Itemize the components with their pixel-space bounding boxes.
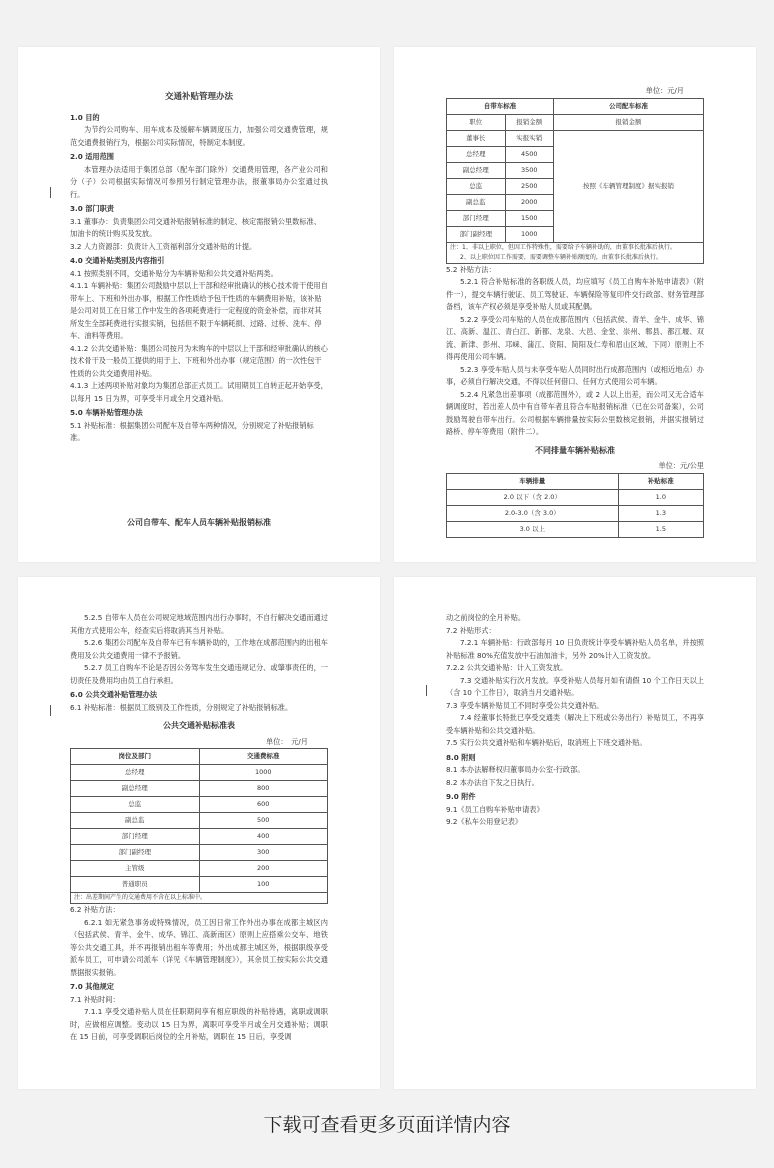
paragraph: 为节约公司购车、用车成本及缓解车辆调度压力，加强公司交通费管理，规范交通费报销行为，根据公司实际情况，特制定本制度。 — [70, 125, 328, 147]
table-cell: 副总经理 — [447, 162, 506, 178]
table-row — [71, 813, 328, 829]
paragraph: 7.1 补贴时间： — [70, 994, 120, 1004]
document-page-1 — [18, 47, 380, 562]
paragraph: 8.1 本办法解释权归董事局办公室-行政部。 — [446, 765, 585, 774]
table-cell: 普通职员 — [71, 877, 200, 893]
table-row — [71, 877, 328, 893]
section-heading: 8.0 附则 — [446, 752, 476, 762]
table-cell: 总经理 — [71, 765, 200, 781]
paragraph: 7.1.1 享受交通补贴人员在任职期间享有相应职级的补贴待遇，离职或调职时，应做相应调整。变动以 15 日为界，离职可享受半月或全月交通补贴；调职在 15 日前，可享受调职后岗位的全月补贴，调职在 15 日后，享受调 — [70, 1007, 328, 1041]
unit-label: 单位：元/月 — [645, 86, 684, 95]
table-row — [71, 861, 328, 877]
table-header: 职位 — [447, 114, 506, 130]
table-cell: 300 — [199, 845, 328, 861]
table-cell: 1000 — [505, 226, 553, 242]
table-cell: 500 — [199, 813, 328, 829]
table-header: 公司配车标准 — [554, 98, 704, 114]
table-row — [447, 505, 704, 521]
table-header: 交通费标准 — [199, 749, 328, 765]
paragraph: 本管理办法适用于集团总部（配车部门除外）交通费用管理，各产业公司和分（子）公司根据实际情况可参照另行制定管理办法，报董事局办公室通过执行。 — [70, 164, 328, 199]
paragraph: 7.3 交通补贴实行次月发放。享受补贴人员每月如有请假 10 个工作日天以上（含 10 个工作日），取消当月交通补贴。 — [446, 675, 704, 697]
paragraph: 7.2 补贴形式： — [446, 625, 496, 635]
table-cell: 部门副经理 — [71, 845, 200, 861]
table-note-line: 2、以上职位因工作需要，需要调整车辆补贴额度的，由董事长批准后执行。 — [460, 253, 662, 261]
table-note: 注：出差期间产生的交通费用不含在以上标准中。 — [70, 893, 328, 904]
table-cell: 总监 — [71, 797, 200, 813]
paragraph: 7.4 经董事长特批已享受交通类（解决上下班或公务出行）补贴员工，不再享受车辆补贴和公共交通补贴。 — [446, 713, 704, 735]
table-cell: 4500 — [505, 146, 553, 162]
document-page-2 — [394, 47, 756, 562]
table-cell: 1500 — [505, 210, 553, 226]
paragraph: 4.1.3 上述两项补贴对象均为集团总部正式员工。试用期员工自转正起开始享受，以每月 15 日为界，可享受半月或全月交通补贴。 — [70, 381, 328, 403]
paragraph: 5.2.4 凡紧急出差事项（成都范围外），或 2 人以上出差，而公司又无合适车辆调度时，若出差人员中有自带车者且符合车贴报销标准（已在公司备案），公司鼓励驾驶自带车出行。公司根据车辆排量按实际公里数核定报销，并据实报销过路桥、停车等费用（附件二）。 — [446, 389, 704, 436]
table-header: 报销金额 — [505, 114, 553, 130]
table-note-line: 注：1、非以上职位，但因工作特殊性，需要给予车辆补助的，由董事长批准后执行。 — [450, 243, 676, 251]
unit-label: 单位： 元/月 — [266, 736, 308, 746]
table-cell: 董事长 — [447, 130, 506, 146]
paragraph: 7.3 享受车辆补贴员工不同时享受公共交通补贴。 — [446, 700, 604, 710]
document-title: 交通补贴管理办法 — [164, 92, 233, 102]
table-title: 不同排量车辆补贴标准 — [535, 445, 615, 455]
paragraph: 6.2 补贴方法： — [70, 905, 120, 914]
table-cell: 部门经理 — [71, 829, 200, 845]
table-header: 报销金额 — [554, 114, 704, 130]
table-cell: 2500 — [505, 178, 553, 194]
table-row — [71, 765, 328, 781]
paragraph: 6.2.1 如无紧急事务或特殊情况，员工因日常工作外出办事在成都主城区内（包括武侯、青羊、金牛、成华、锦江、高新南区）原则上应搭乘公交车、地铁等公共交通工具，并不再报销出租车等费用；外出成都主城区外，根据职级享受派车员工，可申请公司派车（详见《车辆管理制度》），其余员工按实际公共交通票据报实报销。 — [70, 917, 328, 977]
table-header: 自带车标准 — [447, 98, 554, 114]
table-cell: 2.0 以下（含 2.0） — [447, 489, 619, 505]
paragraph: 7.5 实行公共交通补贴和车辆补贴后，取消班上下班交通补贴。 — [446, 738, 647, 747]
section-heading: 7.0 其他规定 — [70, 982, 114, 991]
table-row — [71, 797, 328, 813]
public-transport-table — [70, 748, 328, 893]
table-cell: 1.0 — [618, 489, 703, 505]
table-cell: 2.0-3.0（含 3.0） — [447, 505, 619, 521]
table-header: 补贴标准 — [618, 473, 703, 489]
table-title: 公共交通补贴标准表 — [163, 721, 235, 730]
paragraph: 4.1 按照类别不同，交通补贴分为车辆补贴和公共交通补贴两类。 — [70, 268, 278, 278]
section-heading: 9.0 附件 — [446, 792, 476, 801]
table-row — [71, 845, 328, 861]
table-cell: 400 — [199, 829, 328, 845]
table-cell: 总经理 — [447, 146, 506, 162]
table-header: 车辆排量 — [447, 473, 619, 489]
section-heading: 2.0 适用范围 — [70, 152, 114, 161]
section-heading: 4.0 交通补贴类别及内容指引 — [70, 256, 165, 265]
table-cell: 1.3 — [618, 505, 703, 521]
table-row — [71, 829, 328, 845]
section-heading: 1.0 目的 — [70, 112, 100, 122]
paragraph: 5.2.6 集团公司配车及自带车已有车辆补助的，工作地在成都范围内的出租车费用及公共交通费用一律不予报销。 — [70, 638, 328, 660]
paragraph: 5.2.2 享受公司车贴的人员在成都范围内（包括武侯、青羊、金牛、成华、锦江、高新、温江、青白江、新都、龙泉、大邑、金堂、崇州、郫县、都江堰、双流、新津、彭州、邛崃、蒲江、资阳、简阳及仁寿和眉山区域、下同）原则上不得再使用公司车辆。 — [446, 314, 704, 361]
vehicle-subsidy-table — [446, 98, 704, 243]
displacement-subsidy-table — [446, 473, 704, 538]
paragraph: 9.1《员工自购车补贴申请表》 — [446, 804, 544, 814]
paragraph: 5.2 补贴方法： — [446, 264, 496, 274]
section-heading: 5.0 车辆补贴管理办法 — [70, 408, 143, 417]
table-cell: 600 — [199, 797, 328, 813]
paragraph: 6.1 补贴标准：根据员工级别及工作性质，分别规定了补贴报销标准。 — [70, 702, 293, 712]
paragraph: 5.2.3 享受车贴人员与未享受车贴人员同时出行成都范围内（或相近地点）办事，必须自行解决交通，不得以任何借口、任何方式使用公司车辆。 — [446, 364, 704, 386]
download-prompt[interactable]: 下载可查看更多页面详情内容 — [263, 1114, 511, 1136]
text-cursor — [50, 187, 51, 198]
table-cell: 总监 — [447, 178, 506, 194]
table-cell: 部门经理 — [447, 210, 506, 226]
table-row — [447, 130, 704, 146]
table-cell: 100 — [199, 877, 328, 893]
table-header: 岗位及部门 — [71, 749, 200, 765]
paragraph: 3.1 董事办：负责集团公司交通补贴报销标准的制定、核定需报销公里数标准、加油卡的统计购买及发放。 — [70, 216, 321, 238]
table-row — [447, 489, 704, 505]
paragraph: 7.2.1 车辆补贴：行政部每月 10 日负责统计享受车辆补贴人员名单，并按照补贴标准 80%充值发放中石油加油卡，另外 20%计入工资发放。 — [446, 638, 704, 660]
table-cell: 副总监 — [71, 813, 200, 829]
paragraph: 9.2《私车公用登记表》 — [446, 817, 523, 826]
paragraph: 4.1.2 公共交通补贴：集团公司按月为未购车的中层以上干部和经审批确认的核心技术骨干及一般员工提供的用于上、下班和外出办事（规定范围）的一次性包干性质的公共交通费用补贴。 — [70, 343, 328, 378]
table-cell: 实报实销 — [505, 130, 553, 146]
text-cursor — [426, 685, 427, 696]
unit-label: 单位：元/公里 — [658, 461, 704, 470]
paragraph: 3.2 人力资源部：负责计入工资福利部分交通补贴的计提。 — [70, 241, 257, 251]
paragraph: 动之前岗位的全月补贴。 — [446, 613, 526, 622]
table-cell: 按照《车辆管理制度》据实报销 — [554, 130, 704, 242]
table-cell: 3.0 以上 — [447, 521, 619, 537]
paragraph: 8.2 本办法自下发之日执行。 — [446, 777, 539, 787]
table-title: 公司自带车、配车人员车辆补贴报销标准 — [127, 517, 271, 527]
table-cell: 2000 — [505, 194, 553, 210]
table-row — [447, 521, 704, 537]
paragraph: 4.1.1 车辆补贴：集团公司鼓励中层以上干部和经审批确认的核心技术骨干使用自带车上、下班和外出办事，根据工作性质给予包干性质的车辆费用补贴，该补贴是公司对员工在日常工作中发生的各项耗费进行一定程度的资金补偿，而非对其所发生全部耗费进行实报实销，包括但不限于车辆耗损、过路、过桥、洗车、停车、油料等费用。 — [70, 281, 328, 340]
table-cell: 200 — [199, 861, 328, 877]
section-heading: 6.0 公共交通补贴管理办法 — [70, 690, 158, 699]
text-cursor — [50, 705, 51, 716]
paragraph: 5.2.7 员工自购车不论是否因公务驾车发生交通违规记分、或肇事责任的，一切责任及费用均由员工自行承担。 — [70, 663, 328, 685]
paragraph: 5.2.5 自带车人员在公司规定地域范围内出行办事时，不自行解决交通而通过其他方式使用公车，经查实后将取消其当月补贴。 — [70, 613, 328, 635]
table-cell: 副总经理 — [71, 781, 200, 797]
paragraph: 5.2.1 符合补贴标准的各职级人员，均应填写《员工自购车补贴申请表》（附件一），提交车辆行驶证、员工驾驶证、车辆保险等复印件交行政部、财务管理部备档，该车产权必须是享受补贴人员或其配偶。 — [446, 277, 704, 311]
table-cell: 部门副经理 — [447, 226, 506, 242]
paragraph: 7.2.2 公共交通补贴：计入工资发放。 — [446, 663, 568, 672]
paragraph: 5.1 补贴标准：根据集团公司配车及自带车两种情况，分别规定了补贴报销标准。 — [70, 420, 314, 442]
table-cell: 1.5 — [618, 521, 703, 537]
table-row — [71, 781, 328, 797]
table-cell: 800 — [199, 781, 328, 797]
table-cell: 3500 — [505, 162, 553, 178]
table-note — [446, 243, 704, 264]
document-page-4 — [394, 577, 756, 1089]
table-cell: 副总监 — [447, 194, 506, 210]
table-cell: 主管级 — [71, 861, 200, 877]
table-cell: 1000 — [199, 765, 328, 781]
document-page-3 — [18, 577, 380, 1089]
section-heading: 3.0 部门职责 — [70, 204, 114, 213]
